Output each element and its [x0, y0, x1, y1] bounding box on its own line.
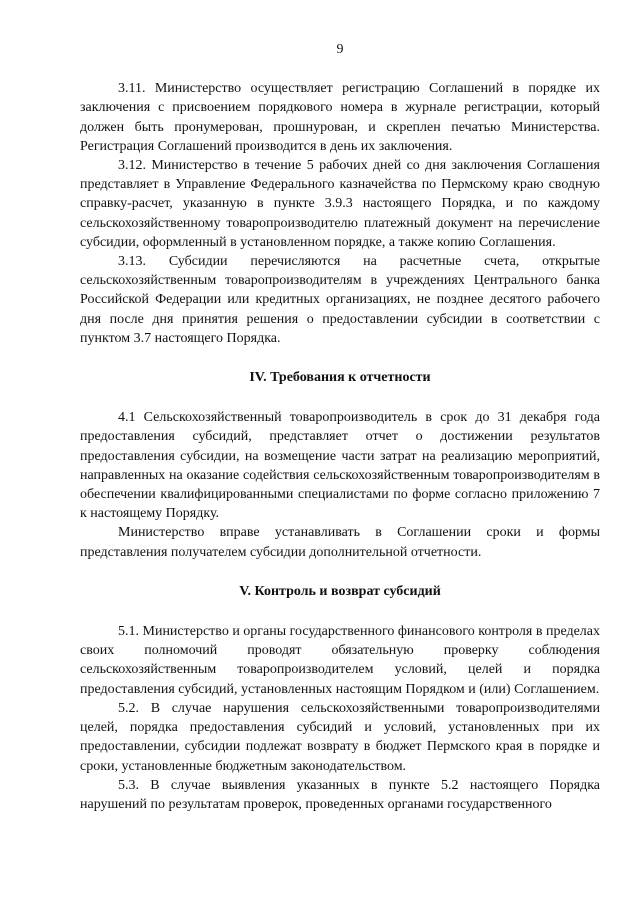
- paragraph-5-3: 5.3. В случае выявления указанных в пункте 5.2 настоящего Порядка нарушений по результатам проверок, проведенных органами государственного: [80, 777, 600, 812]
- paragraph-5-1: 5.1. Министерство и органы государственного финансового контроля в пределах своих полномочий проводят обязательную проверку соблюдения сельскохозяйственным товаропроизводителем условий, целей и порядка предоставления субсидий, установленных настоящим Порядком и (или) Соглашением.: [80, 624, 601, 697]
- paragraph-5-2: 5.2. В случае нарушения сельскохозяйственными товаропроизводителями целей, порядка предоставления субсидий и условий, установленных при их предоставлении, субсидии подлежат возврату в бюджет Пермского края в порядке и сроки, установленные бюджетным законодательством.: [80, 700, 600, 774]
- section-heading-control-return: V. Контроль и возврат субсидий: [239, 583, 441, 599]
- section-heading-reporting: IV. Требования к отчетности: [249, 370, 431, 386]
- paragraph-4-1: 4.1 Сельскохозяйственный товаропроизводитель в срок до 31 декабря года предоставления субсидий, представляет отчет о достижении результатов предоставления субсидии, на возмещение части затрат на реализацию мероприятий, направленных на оказание содействия сельскохозяйственным товаропроизводителям в обеспечении квалифицированными специалистами по форме согласно приложению 7 к настоящему Порядку.: [80, 410, 600, 522]
- paragraph-additional-reporting: Министерство вправе устанавливать в Соглашении сроки и формы представления получателем субсидии дополнительной отчетности.: [80, 525, 600, 560]
- paragraph-3-12: 3.12. Министерство в течение 5 рабочих дней со дня заключения Соглашения представляет в Управление Федерального казначейства по Пермскому краю сводную справку-расчет, указанную в пункте 3.9.3 настоящего Порядка, и по каждому сельскохозяйственному товаропроизводителю платежный документ на перечисление субсидии, оформленный в установленном порядке, а также копию Соглашения.: [80, 158, 600, 250]
- paragraph-3-13: 3.13. Субсидии перечисляются на расчетные счета, открытые сельскохозяйственным товаропроизводителям в учреждениях Центрального банка Российской Федерации или кредитных организациях, не позднее десятого рабочего дня после дня принятия решения о предоставлении субсидии в соответствии с пунктом 3.7 настоящего Порядка.: [80, 254, 600, 346]
- paragraph-3-11: 3.11. Министерство осуществляет регистрацию Соглашений в порядке их заключения с присвоением порядкового номера в журнале регистрации, который должен быть пронумерован, прошнурован, и скреплен печатью Министерства. Регистрация Соглашений производится в день их заключения.: [80, 81, 600, 154]
- page-number: 9: [336, 42, 344, 57]
